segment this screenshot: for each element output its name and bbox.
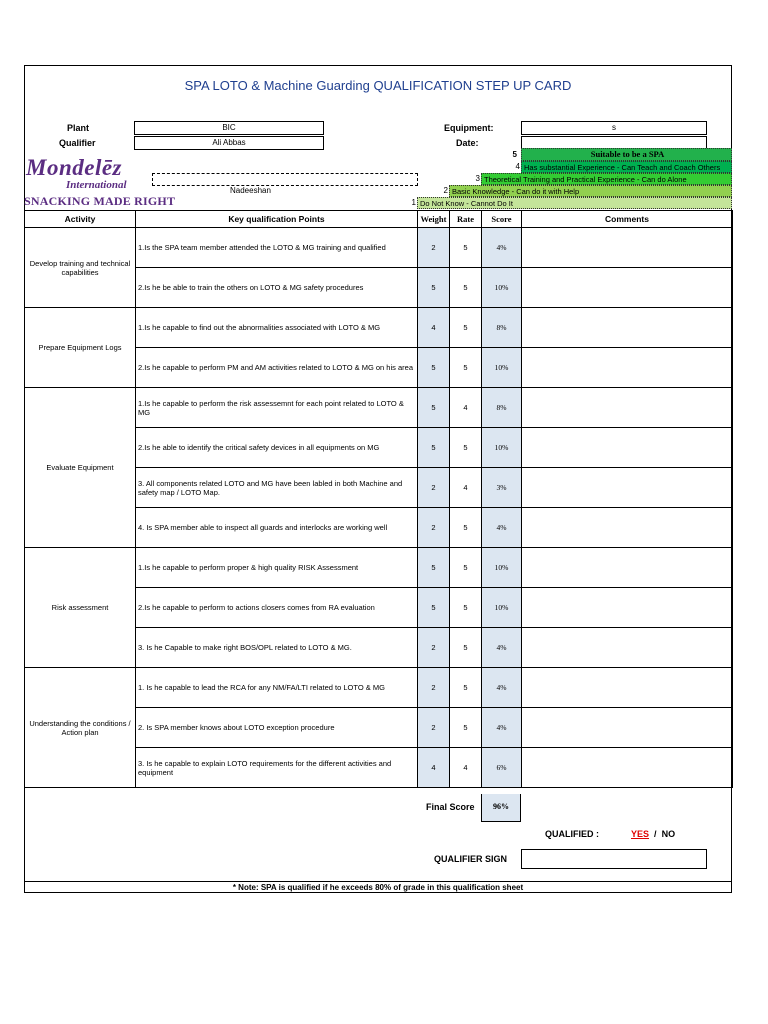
- comment-cell[interactable]: [522, 708, 733, 748]
- qualifier-sign-field[interactable]: [521, 849, 707, 869]
- table-row: [25, 548, 733, 588]
- weight-cell[interactable]: 5: [418, 268, 450, 308]
- comment-cell[interactable]: [522, 468, 733, 508]
- legend-substantial: Has substantial Experience - Can Teach and Coach Others: [521, 161, 732, 173]
- page-title: SPA LOTO & Machine Guarding QUALIFICATION STEP UP CARD: [184, 78, 572, 93]
- header-points: Key qualification Points: [136, 211, 418, 228]
- comment-cell[interactable]: [522, 548, 733, 588]
- qualification-point: 2.Is he capable to perform PM and AM activities related to LOTO & MG on his area: [136, 348, 418, 388]
- qualification-point: 3. All components related LOTO and MG have been labled in both Machine and safety map / LOTO Map.: [136, 468, 418, 508]
- table-row: [25, 228, 733, 268]
- rate-cell[interactable]: 5: [450, 628, 482, 668]
- activity-cell: Prepare Equipment Logs: [25, 308, 136, 388]
- weight-cell[interactable]: 2: [418, 508, 450, 548]
- score-cell: 10%: [482, 548, 522, 588]
- comment-cell[interactable]: [522, 588, 733, 628]
- header-activity: Activity: [25, 211, 136, 228]
- comment-cell[interactable]: [522, 628, 733, 668]
- spa-member-box: [152, 173, 418, 186]
- score-cell: 4%: [482, 508, 522, 548]
- comment-cell[interactable]: [522, 308, 733, 348]
- weight-cell[interactable]: 4: [418, 748, 450, 788]
- activity-cell: Develop training and technical capabilities: [25, 228, 136, 308]
- rate-cell[interactable]: 5: [450, 428, 482, 468]
- rate-cell[interactable]: 5: [450, 308, 482, 348]
- legend-suitable: Suitable to be a SPA: [521, 148, 732, 161]
- rate-cell[interactable]: 5: [450, 668, 482, 708]
- activity-cell: Evaluate Equipment: [25, 388, 136, 548]
- header-score: Score: [482, 211, 522, 228]
- table-row: [25, 388, 733, 428]
- weight-cell[interactable]: 5: [418, 548, 450, 588]
- mondelez-logo: Mondelēz: [26, 155, 122, 180]
- header-rate: Rate: [450, 211, 482, 228]
- comment-cell[interactable]: [522, 748, 733, 788]
- weight-cell[interactable]: 2: [418, 628, 450, 668]
- qualification-point: 1.Is the SPA team member attended the LOTO & MG training and qualified: [136, 228, 418, 268]
- final-score-value: 96%: [481, 794, 521, 822]
- qualification-point: 1.Is he capable to find out the abnormalities associated with LOTO & MG: [136, 308, 418, 348]
- score-cell: 8%: [482, 388, 522, 428]
- qualifier-field[interactable]: Ali Abbas: [134, 136, 324, 150]
- qualification-point: 1.Is he capable to perform the risk assessemnt for each point related to LOTO & MG: [136, 388, 418, 428]
- legend-level-5: 5: [512, 150, 517, 159]
- qualified-label: QUALIFIED :: [545, 829, 599, 839]
- qualifier-sign-label: QUALIFIER SIGN: [434, 854, 508, 864]
- score-cell: 10%: [482, 428, 522, 468]
- qualified-no[interactable]: NO: [661, 829, 676, 839]
- final-score-label: Final Score: [426, 802, 475, 812]
- score-cell: 4%: [482, 668, 522, 708]
- comment-cell[interactable]: [522, 228, 733, 268]
- header-comments: Comments: [522, 211, 733, 228]
- equipment-field[interactable]: s: [521, 121, 707, 135]
- score-cell: 10%: [482, 268, 522, 308]
- qualification-point: 2.Is he be able to train the others on LOTO & MG safety procedures: [136, 268, 418, 308]
- rate-cell[interactable]: 5: [450, 268, 482, 308]
- score-cell: 6%: [482, 748, 522, 788]
- activity-cell: Risk assessment: [25, 548, 136, 668]
- score-cell: 4%: [482, 628, 522, 668]
- weight-cell[interactable]: 2: [418, 228, 450, 268]
- legend-level-2: 2: [443, 186, 448, 195]
- score-cell: 4%: [482, 228, 522, 268]
- rate-cell[interactable]: 5: [450, 708, 482, 748]
- rate-cell[interactable]: 5: [450, 508, 482, 548]
- qualification-point: 4. Is SPA member able to inspect all guards and interlocks are working well: [136, 508, 418, 548]
- score-cell: 8%: [482, 308, 522, 348]
- qualification-point: 2.Is he capable to perform to actions closers comes from RA evaluation: [136, 588, 418, 628]
- qualified-slash: /: [654, 829, 657, 839]
- score-cell: 10%: [482, 588, 522, 628]
- rate-cell[interactable]: 5: [450, 228, 482, 268]
- rate-cell[interactable]: 5: [450, 548, 482, 588]
- rate-cell[interactable]: 4: [450, 388, 482, 428]
- comment-cell[interactable]: [522, 668, 733, 708]
- logo-international: International: [66, 179, 127, 191]
- score-cell: 10%: [482, 348, 522, 388]
- legend-level-3: 3: [475, 174, 480, 183]
- rate-cell[interactable]: 4: [450, 468, 482, 508]
- logo-tagline: SNACKING MADE RIGHT: [24, 194, 176, 208]
- legend-level-4: 4: [515, 162, 520, 171]
- score-cell: 4%: [482, 708, 522, 748]
- qualified-choice[interactable]: [631, 829, 675, 839]
- comment-cell[interactable]: [522, 268, 733, 308]
- legend-level-1: 1: [411, 198, 416, 207]
- comment-cell[interactable]: [522, 348, 733, 388]
- comment-cell[interactable]: [522, 508, 733, 548]
- qualification-table: [24, 210, 733, 788]
- qualification-point: 3. Is he capable to explain LOTO requirements for the different activities and equipment: [136, 748, 418, 788]
- comment-cell[interactable]: [522, 428, 733, 468]
- table-row: [25, 668, 733, 708]
- qualification-point: 1. Is he capable to lead the RCA for any NM/FA/LTI related to LOTO & MG: [136, 668, 418, 708]
- comment-cell[interactable]: [522, 388, 733, 428]
- qualification-point: 2.Is he able to identify the critical safety devices in all equipments on MG: [136, 428, 418, 468]
- activity-cell: Understanding the conditions / Action plan: [25, 668, 136, 788]
- weight-cell[interactable]: 2: [418, 468, 450, 508]
- rate-cell[interactable]: 4: [450, 748, 482, 788]
- header-weight: Weight: [418, 211, 450, 228]
- weight-cell[interactable]: 5: [418, 388, 450, 428]
- plant-field[interactable]: BIC: [134, 121, 324, 135]
- score-cell: 3%: [482, 468, 522, 508]
- rate-cell[interactable]: 5: [450, 348, 482, 388]
- legend-do-not-know: Do Not Know - Cannot Do It: [417, 197, 732, 209]
- spa-member-name: Nadeeshan: [230, 186, 271, 195]
- weight-cell[interactable]: 4: [418, 308, 450, 348]
- qualifier-label: Qualifier: [59, 138, 96, 148]
- weight-cell[interactable]: 2: [418, 708, 450, 748]
- qualification-point: 3. Is he Capable to make right BOS/OPL related to LOTO & MG.: [136, 628, 418, 668]
- qualification-point: 2. Is SPA member knows about LOTO exception procedure: [136, 708, 418, 748]
- weight-cell[interactable]: 2: [418, 668, 450, 708]
- qualification-note: * Note: SPA is qualified if he exceeds 80% of grade in this qualification sheet: [24, 881, 732, 893]
- table-row: [25, 308, 733, 348]
- weight-cell[interactable]: 5: [418, 428, 450, 468]
- qualified-yes[interactable]: YES: [631, 829, 650, 839]
- legend-basic: Basic Knowledge - Can do it with Help: [449, 185, 732, 197]
- date-label: Date:: [456, 138, 479, 148]
- plant-label: Plant: [67, 123, 90, 133]
- weight-cell[interactable]: 5: [418, 588, 450, 628]
- equipment-label: Equipment:: [444, 123, 494, 133]
- legend-theoretical: Theoretical Training and Practical Experience - Can do Alone: [481, 173, 732, 185]
- qualification-point: 1.Is he capable to perform proper & high quality RISK Assessment: [136, 548, 418, 588]
- rate-cell[interactable]: 5: [450, 588, 482, 628]
- weight-cell[interactable]: 5: [418, 348, 450, 388]
